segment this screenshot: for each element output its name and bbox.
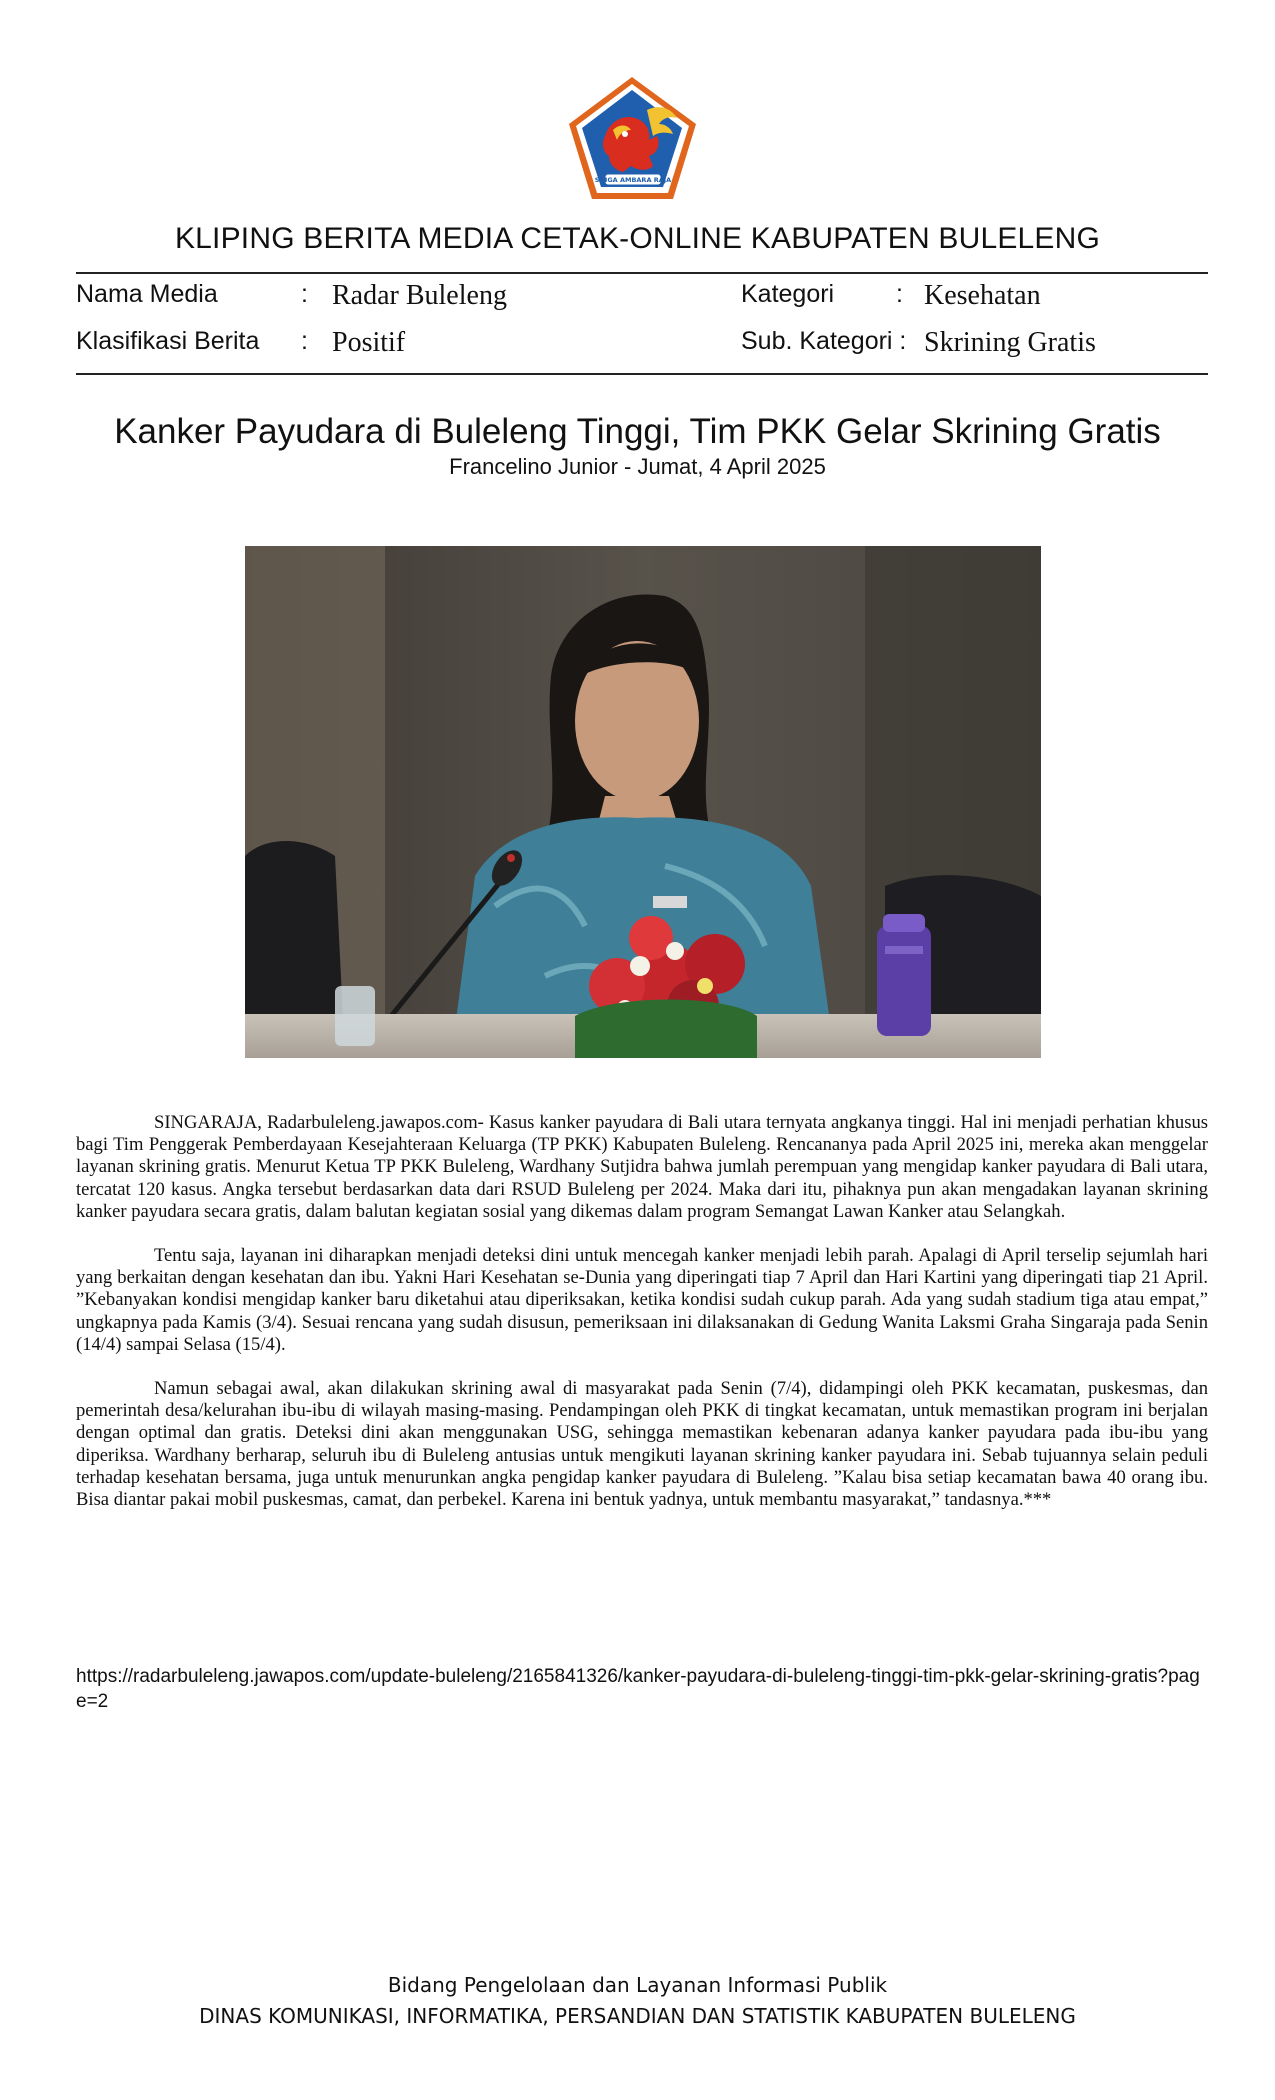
media-name-label: Nama Media	[76, 280, 218, 308]
article-headline: Kanker Payudara di Buleleng Tinggi, Tim PKK Gelar Skrining Gratis	[114, 412, 1161, 451]
category-colon: :	[896, 280, 903, 308]
clipping-header-title: KLIPING BERITA MEDIA CETAK-ONLINE KABUPATEN BULELENG	[174, 222, 1101, 255]
article-body	[76, 1112, 1208, 1533]
footer-division: Bidang Pengelolaan dan Layanan Informasi Publik	[387, 1973, 888, 1997]
classification-label: Klasifikasi Berita	[76, 327, 260, 355]
singa-ambara-raja-logo-icon	[565, 74, 700, 202]
header-bottom-divider	[76, 373, 1208, 375]
media-name-value: Radar Buleleng	[332, 280, 507, 311]
svg-text:SINGA AMBARA RAJA: SINGA AMBARA RAJA	[594, 176, 672, 184]
article-byline: Francelino Junior - Jumat, 4 April 2025	[449, 454, 826, 479]
subcategory-value: Skrining Gratis	[924, 327, 1096, 358]
article-photo	[245, 546, 1041, 1058]
classification-value: Positif	[332, 327, 406, 358]
subcategory-label: Sub. Kategori :	[741, 327, 907, 355]
media-name-colon: :	[301, 280, 308, 308]
article-paragraph-2: Tentu saja, layanan ini diharapkan menjadi deteksi dini untuk mencegah kanker menjadi lebih parah. Apalagi di April terselip sejumlah hari yang berkaitan dengan kesehatan dan ibu. Yakni Hari Kesehatan se-Dunia yang diperingati tiap 7 April dan Hari Kartini yang diperingati tiap 21 April. ”Kebanyakan kondisi mengidap kanker baru diketahui atau diperiksakan, ketika kondisi sudah cukup parah. Ada yang sudah stadium tiga atau empat,” ungkapnya pada Kamis (3/4). Sesuai rencana yang sudah disusun, pemeriksaan ini dilaksanakan di Gedung Wanita Laksmi Graha Singaraja pada Senin (14/4) sampai Selasa (15/4).	[76, 1245, 1208, 1355]
article-paragraph-3: Namun sebagai awal, akan dilakukan skrining awal di masyarakat pada Senin (7/4), didampingi oleh PKK kecamatan, puskesmas, dan pemerintah desa/kelurahan ibu-ibu di wilayah masing-masing. Pendampingan oleh PKK di tingkat kecamatan, untuk memastikan program ini berjalan dengan optimal dan gratis. Deteksi dini akan menggunakan USG, sehingga memastikan kebenaran adanya kanker payudara pada ibu-ibu yang diperiksa. Wardhany berharap, seluruh ibu di Buleleng antusias untuk mengikuti layanan skrining kanker payudara ini. Sebab tujuannya selain peduli terhadap kesehatan bersama, juga untuk menurunkan angka pengidap kanker payudara di Buleleng. ”Kalau bisa setiap kecamatan bawa 40 orang ibu. Bisa diantar pakai mobil puskesmas, camat, dan perbekel. Karena ini bentuk yadnya, untuk membantu masyarakat,” tandasnya.***	[76, 1378, 1208, 1511]
article-paragraph-1: SINGARAJA, Radarbuleleng.jawapos.com- Kasus kanker payudara di Bali utara ternyata angkanya tinggi. Hal ini menjadi perhatian khusus bagi Tim Penggerak Pemberdayaan Kesejahteraan Keluarga (TP PKK) Kabupaten Buleleng. Rencananya pada April 2025 ini, mereka akan menggelar layanan skrining gratis. Menurut Ketua TP PKK Buleleng, Wardhany Sutjidra bahwa jumlah perempuan yang mengidap kanker payudara di Bali utara, tercatat 120 kasus. Angka tersebut berdasarkan data dari RSUD Buleleng per 2024. Maka dari itu, pihaknya pun akan mengadakan layanan skrining kanker payudara secara gratis, dalam balutan kegiatan sosial yang dikemas dalam program Semangat Lawan Kanker atau Selangkah.	[76, 1112, 1208, 1222]
header-top-divider	[76, 272, 1208, 274]
classification-colon: :	[301, 327, 308, 355]
source-url: https://radarbuleleng.jawapos.com/update-buleleng/2165841326/kanker-payudara-di-buleleng-tinggi-tim-pkk-gelar-skrining-gratis?page=2	[76, 1666, 1200, 1712]
footer-department: DINAS KOMUNIKASI, INFORMATIKA, PERSANDIAN DAN STATISTIK KABUPATEN BULELENG	[199, 2004, 1076, 2028]
category-value: Kesehatan	[924, 280, 1041, 311]
category-label: Kategori	[741, 280, 835, 308]
